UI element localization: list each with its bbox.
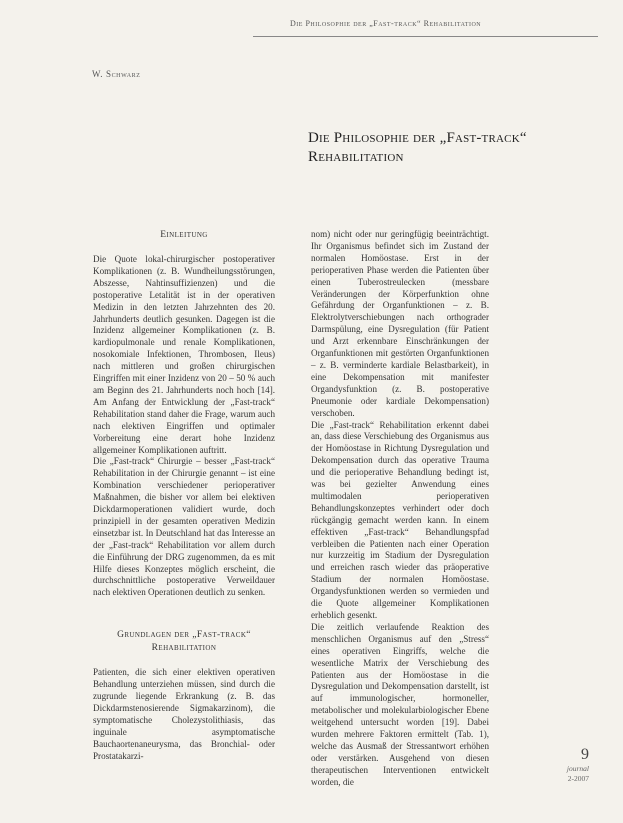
paragraph: Patienten, die sich einer elektiven operativen Behandlung unterziehen müssen, sind durch die zugrunde liegende Erkrankung (z. B. das Dickdarmstenosierende Sigmakarzinom), die symptomatische Cholezystolithiasis, das inguinale asymptomatische Bauchaortenaneurysma, das Bronchial- oder Prostatakarzi- (93, 667, 275, 761)
page-number: 9 (581, 746, 589, 763)
title-line-2: Rehabilitation (308, 149, 404, 165)
section-heading-line-2: Rehabilitation (151, 643, 217, 654)
paragraph: nom) nicht oder nur geringfügig beeinträchtigt. Ihr Organismus befindet sich im Zustand der normalen Homöostase. Erst in der perioperativen Phase werden die Patienten über einen Tuberostreulecken (messbare Veränderungen der Körperfunktion ohne Gefährdung der Organfunktionen – z. B. Elektrolytverschiebungen nach orthograder Darmspülung, eine Dysregulation (für Patient und Arzt erkennbare Einschränkungen der Organfunktionen mit gestörten Organfunktionen – z. B. verminderte kardiale Belastbarkeit), in eine Dekompensation mit manifester Organdysfunktion (z. B. postoperative Pneumonie oder kardiale Dekompensation) verschoben. (311, 229, 489, 418)
issue-number: 2-2007 (567, 774, 589, 783)
right-column (311, 229, 489, 789)
section-heading-grundlagen (93, 629, 275, 655)
running-head: Die Philosophie der „Fast-track“ Rehabilitation (290, 19, 482, 28)
author-name: W. Schwarz (92, 69, 141, 79)
article-title (308, 129, 588, 167)
page-folio (525, 746, 589, 784)
paragraph: Die „Fast-track“ Chirurgie – besser „Fast-track“ Rehabilitation in der Chirurgie genannt – ist eine Kombination verschiedener perioperativer Maßnahmen, die bisher vor allem bei elektiven Dickdarmoperationen validiert wurde, doch prinzipiell in der gesamten operativen Medizin einsetzbar ist. In Deutschland hat das Interesse an der „Fast-track“ Rehabilitation vor allem durch die Einführung der DRG zugenommen, da es mit Hilfe dieses Konzeptes möglich erscheint, die durchschnittliche postoperative Verweildauer nach elektiven Operationen deutlich zu senken. (93, 456, 275, 598)
header-rule (253, 36, 598, 37)
section-heading-line-1: Grundlagen der „Fast-track“ (117, 630, 251, 641)
left-column (93, 229, 275, 763)
title-line-1: Die Philosophie der „Fast-track“ (308, 130, 527, 146)
section-heading-einleitung: Einleitung (160, 230, 208, 240)
paragraph: Die zeitlich verlaufende Reaktion des menschlichen Organismus auf den „Stress“ eines operativen Eingriffs, welche die wesentliche Matrix der Verschiebung des Patienten aus der Homöostase in die Dysregulation und Dekompensation darstellt, ist auf immunologischer, hormoneller, metabolischer und molekularbiologischer Ebene weitgehend untersucht worden [19]. Dabei wurden mehrere Faktoren ermittelt (Tab. 1), welche das Ausmaß der Stressantwort erhöhen oder verstärken. Ausgehend von diesen therapeutischen Interventionen entwickelt worden, die (311, 621, 489, 787)
paragraph: Die „Fast-track“ Rehabilitation erkennt dabei an, dass diese Verschiebung des Organismus aus der Homöostase in Richtung Dysregulation und Dekompensation durch das operative Trauma und die perioperative Behandlung bedingt ist, was bei gezielter Anwendung eines multimodalen perioperativen Behandlungskonzeptes verhindert oder doch rückgängig gemacht werden kann. In einem effektiven „Fast-track“ Behandlungspfad verbleiben die Patienten nach einer Operation nur kurzzeitig im Stadium der Dysregulation und erreichen rasch wieder das präoperative Stadium der normalen Homöostase. Organdysfunktionen werden so vermieden und die Quote allgemeiner Komplikationen erheblich gesenkt. (311, 419, 489, 620)
journal-name: journal (566, 764, 589, 773)
paragraph: Die Quote lokal-chirurgischer postoperativer Komplikationen (z. B. Wundheilungsstörungen, Abszesse, Nahtinsuffizienzen) und die postoperative Letalität ist in der operativen Medizin in den letzten Jahrzehnten des 20. Jahrhunderts deutlich gesunken. Dagegen ist die Inzidenz allgemeiner Komplikationen (z. B. kardiopulmonale und renale Komplikationen, nosokomiale Infektionen, Thrombosen, Ileus) nach mittleren und großen chirurgischen Eingriffen mit einer Inzidenz von 20 – 50 % auch am Beginn des 21. Jahrhunderts noch hoch [14]. Am Anfang der Entwicklung der „Fast-track“ Rehabilitation stand daher die Frage, warum auch nach elektiven Eingriffen und optimaler Vorbereitung eine derart hohe Inzidenz allgemeiner Komplikationen auftritt. (93, 254, 275, 455)
